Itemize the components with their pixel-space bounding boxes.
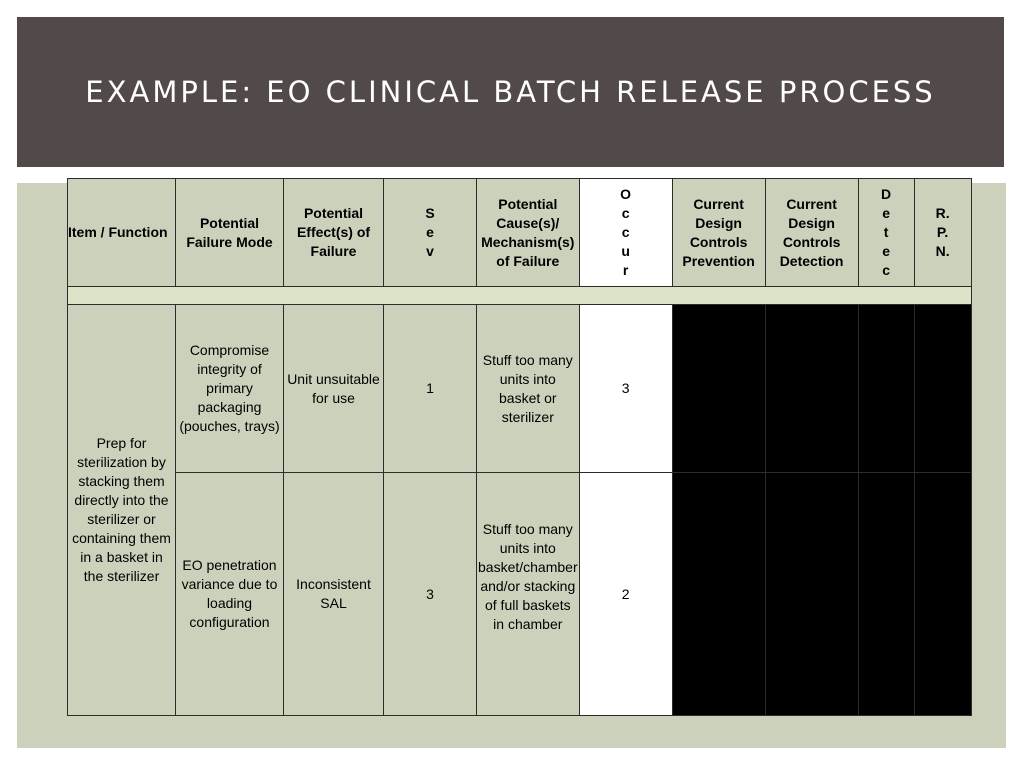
header-failure-mode: Potential Failure Mode [176, 179, 284, 287]
table-row [68, 473, 972, 716]
separator-cell [68, 287, 972, 305]
header-sev-letter: S [425, 205, 435, 221]
header-occur-letter: u [621, 243, 630, 259]
header-rpn [914, 179, 971, 287]
header-prevention: Current Design Controls Prevention [672, 179, 765, 287]
detectability-cell [858, 473, 914, 716]
detection-cell [765, 473, 858, 716]
header-causes: Potential Cause(s)/ Mechanism(s) of Failure [477, 179, 580, 287]
header-occur-letter: c [621, 224, 630, 240]
detection-cell [765, 305, 858, 473]
slide-title: EXAMPLE: EO CLINICAL BATCH RELEASE PROCESS [85, 75, 936, 109]
header-severity [384, 179, 477, 287]
header-rpn-part: R. [935, 205, 950, 221]
header-detec-letter: e [882, 205, 890, 221]
title-bar [17, 17, 1004, 167]
header-occur-letter: r [622, 262, 629, 278]
header-detection: Current Design Controls Detection [765, 179, 858, 287]
table-row [68, 305, 972, 473]
header-occur-letter: O [620, 186, 632, 202]
header-effects: Potential Effect(s) of Failure [284, 179, 384, 287]
fmea-table [67, 178, 972, 716]
failure-mode-cell: Compromise integrity of primary packaging (pouches, trays) [176, 305, 284, 473]
header-occur-letter: c [621, 205, 630, 221]
severity-cell: 1 [384, 305, 477, 473]
header-rpn-part: N. [935, 243, 950, 259]
causes-cell: Stuff too many units into basket or sterilizer [477, 305, 580, 473]
causes-cell: Stuff too many units into basket/chamber and/or stacking of full baskets in chamber [477, 473, 580, 716]
header-detectability [858, 179, 914, 287]
occurrence-cell: 2 [579, 473, 672, 716]
rpn-cell [914, 305, 971, 473]
detectability-cell [858, 305, 914, 473]
effects-cell: Unit unsuitable for use [284, 305, 384, 473]
severity-cell: 3 [384, 473, 477, 716]
header-row [68, 179, 972, 287]
header-rpn-part: P. [936, 224, 949, 240]
separator-row [68, 287, 972, 305]
prevention-cell [672, 473, 765, 716]
header-sev-letter: v [426, 243, 434, 259]
prevention-cell [672, 305, 765, 473]
header-sev-letter: e [426, 224, 434, 240]
header-item-function: Item / Function [68, 179, 176, 287]
failure-mode-cell: EO penetration variance due to loading configuration [176, 473, 284, 716]
header-detec-letter: D [881, 186, 892, 202]
item-function-cell: Prep for sterilization by stacking them directly into the sterilizer or containing them in a basket in the sterilizer [68, 305, 176, 716]
header-detec-letter: e [882, 243, 890, 259]
rpn-cell [914, 473, 971, 716]
header-detec-letter: c [882, 262, 890, 278]
header-occurrence [579, 179, 672, 287]
header-detec-letter: t [883, 224, 889, 240]
effects-cell: Inconsistent SAL [284, 473, 384, 716]
occurrence-cell: 3 [579, 305, 672, 473]
